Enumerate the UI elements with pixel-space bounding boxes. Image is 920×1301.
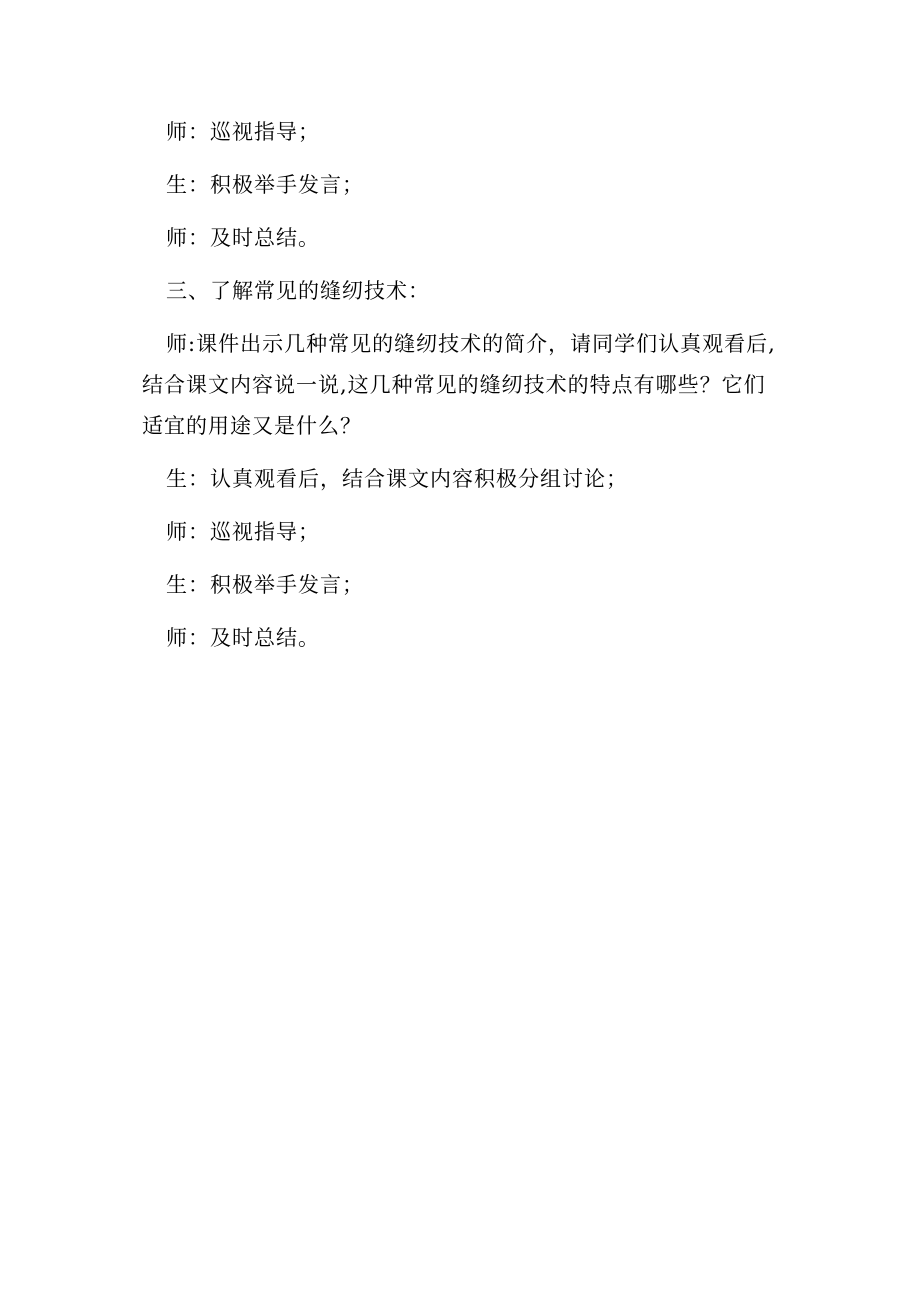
paragraph-student-speak: 生：积极举手发言； — [166, 173, 364, 197]
paragraph-teacher-summary: 师：及时总结。 — [166, 226, 320, 250]
paragraph-teacher-courseware: 师:课件出示几种常见的缝纫技术的简介，请同学们认真观看后,结合课文内容说一说,这几种常见的缝纫技术的特点有哪些？它们适宜的用途又是什么？ — [142, 332, 776, 438]
paragraph-teacher-summary-2: 师：及时总结。 — [166, 626, 320, 650]
section-heading-sewing-techniques: 三、了解常见的缝纫技术： — [166, 279, 430, 303]
document-body — [142, 112, 784, 659]
paragraph-student-discuss: 生：认真观看后，结合课文内容积极分组讨论； — [166, 467, 628, 491]
paragraph-teacher-patrol: 师：巡视指导； — [166, 120, 320, 144]
paragraph-student-speak-2: 生：积极举手发言； — [166, 573, 364, 597]
paragraph-teacher-patrol-2: 师：巡视指导； — [166, 520, 320, 544]
